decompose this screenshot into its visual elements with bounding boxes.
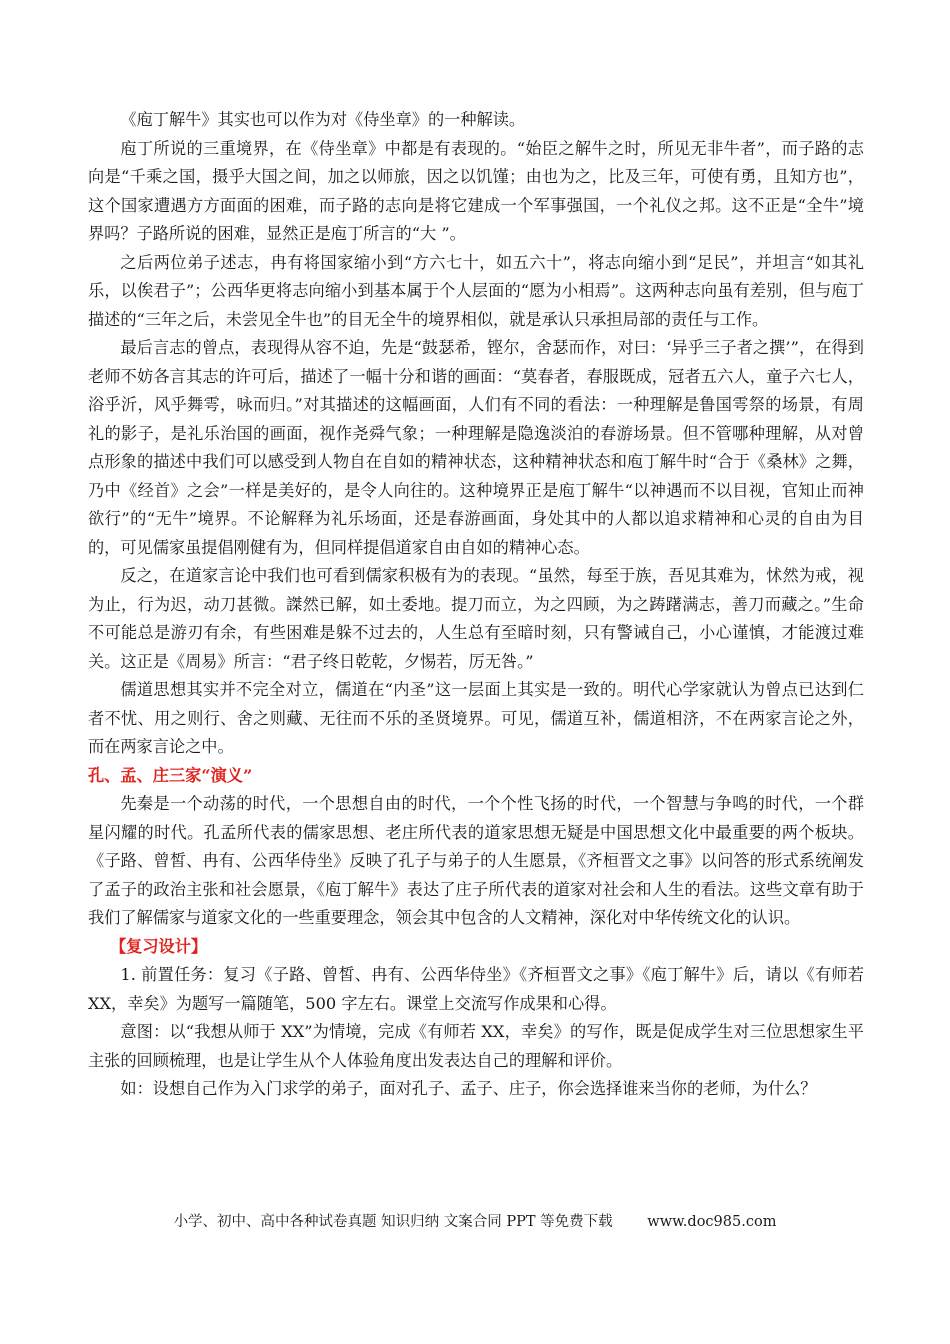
page-footer <box>0 1212 950 1232</box>
document-body <box>88 106 864 1104</box>
paragraph-three-realms: 庖丁所说的三重境界，在《侍坐章》中都是有表现的。“始臣之解牛之时，所见无非牛者”，而子路的志向是“千乘之国，摄乎大国之间，加之以师旅，因之以饥馑；由也为之，比及三年，可使有勇，且知方也”，这个国家遭遇方方面面的困难，而子路的志向是将它建成一个军事强国，一个礼仪之邦。这不正是“全牛”境界吗？子路所说的困难，显然正是庖丁所言的“大 ”。 <box>88 138 864 243</box>
footer-url[interactable]: www.doc985.com <box>647 1214 777 1230</box>
paragraph-example: 如：设想自己作为入门求学的弟子，面对孔子、孟子、庄子，你会选择谁来当你的老师，为什么？ <box>120 1079 817 1098</box>
footer-text: 小学、初中、高中各种试卷真题 知识归纳 文案合同 PPT 等免费下载 <box>173 1214 613 1230</box>
paragraph-task: 1. 前置任务：复习《子路、曾皙、冉有、公西华侍坐》《齐桓晋文之事》《庖丁解牛》后，请以《有师若 XX，幸矣》为题写一篇随笔，500 字左右。课堂上交流写作成果和心得。 <box>88 965 864 1013</box>
paragraph-intention: 意图：以“我想从师于 XX”为情境，完成《有师若 XX，幸矣》的写作，既是促成学生对三位思想家生平主张的回顾梳理，也是让学生从个人体验角度出发表达自己的理解和评价。 <box>88 1022 864 1070</box>
paragraph-two-disciples: 之后两位弟子述志，冉有将国家缩小到“方六七十，如五六十”，将志向缩小到“足民”，并坦言“如其礼乐，以俟君子”；公西华更将志向缩小到基本属于个人层面的“愿为小相焉”。这两种志向虽有差别，但与庖丁描述的“三年之后，未尝见全牛也”的目无全牛的境界相似，就是承认只承担局部的责任与工作。 <box>88 252 864 329</box>
paragraph-intro: 《庖丁解牛》其实也可以作为对《侍坐章》的一种解读。 <box>120 110 526 129</box>
section-heading: 孔、孟、庄三家“演义” <box>88 765 253 785</box>
paragraph-taoist-view: 反之，在道家言论中我们也可看到儒家积极有为的表现。“虽然，每至于族，吾见其难为，怵然为戒，视为止，行为迟，动刀甚微。謋然已解，如土委地。提刀而立，为之四顾，为之踌躇满志，善刀而藏之。”生命不可能总是游刃有余，有些困难是躲不过去的，人生总有至暗时刻，只有警诫自己，小心谨慎，才能渡过难关。这正是《周易》所言：“君子终日乾乾，夕惕若，厉无咎。” <box>88 566 864 671</box>
review-design-label: 【复习设计】 <box>110 936 208 956</box>
paragraph-confucian-taoist: 儒道思想其实并不完全对立，儒道在“内圣”这一层面上其实是一致的。明代心学家就认为曾点已达到仁者不忧、用之则行、舍之则藏、无往而不乐的圣贤境界。可见，儒道互补，儒道相济，不在两家言论之外，而在两家言论之中。 <box>88 680 864 756</box>
paragraph-zengdian: 最后言志的曾点，表现得从容不迫，先是“鼓瑟希，铿尔，舍瑟而作，对曰：‘异乎三子者之撰’”，在得到老师不妨各言其志的许可后，描述了一幅十分和谐的画面：“莫春者，春服既成，冠者五六人，童子六七人，浴乎沂，风乎舞雩，咏而归。”对其描述的这幅画面，人们有不同的看法：一种理解是鲁国雩祭的场景，有周礼的影子，是礼乐治国的画面，视作尧舜气象；一种理解是隐逸淡泊的春游场景。但不管哪种理解，从对曾点形象的描述中我们可以感受到人物自在自如的精神状态，这种精神状态和庖丁解牛时“合于《桑林》之舞，乃中《经首》之会”一样是美好的，是令人向往的。这种境界正是庖丁解牛“以神遇而不以目视，官知止而神欲行”的“无牛”境界。不论解释为礼乐场面，还是春游画面，身处其中的人都以追求精神和心灵的自由为目的，可见儒家虽提倡刚健有为，但同样提倡道家自由自如的精神心态。 <box>88 338 864 557</box>
paragraph-pre-qin: 先秦是一个动荡的时代，一个思想自由的时代，一个个性飞扬的时代，一个智慧与争鸣的时代，一个群星闪耀的时代。孔孟所代表的儒家思想、老庄所代表的道家思想无疑是中国思想文化中最重要的两个板块。《子路、曾皙、冉有、公西华侍坐》反映了孔子与弟子的人生愿景，《齐桓晋文之事》以问答的形式系统阐发了孟子的政治主张和社会愿景，《庖丁解牛》表达了庄子所代表的道家对社会和人生的看法。这些文章有助于我们了解儒家与道家文化的一些重要理念，领会其中包含的人文精神，深化对中华传统文化的认识。 <box>88 794 864 927</box>
